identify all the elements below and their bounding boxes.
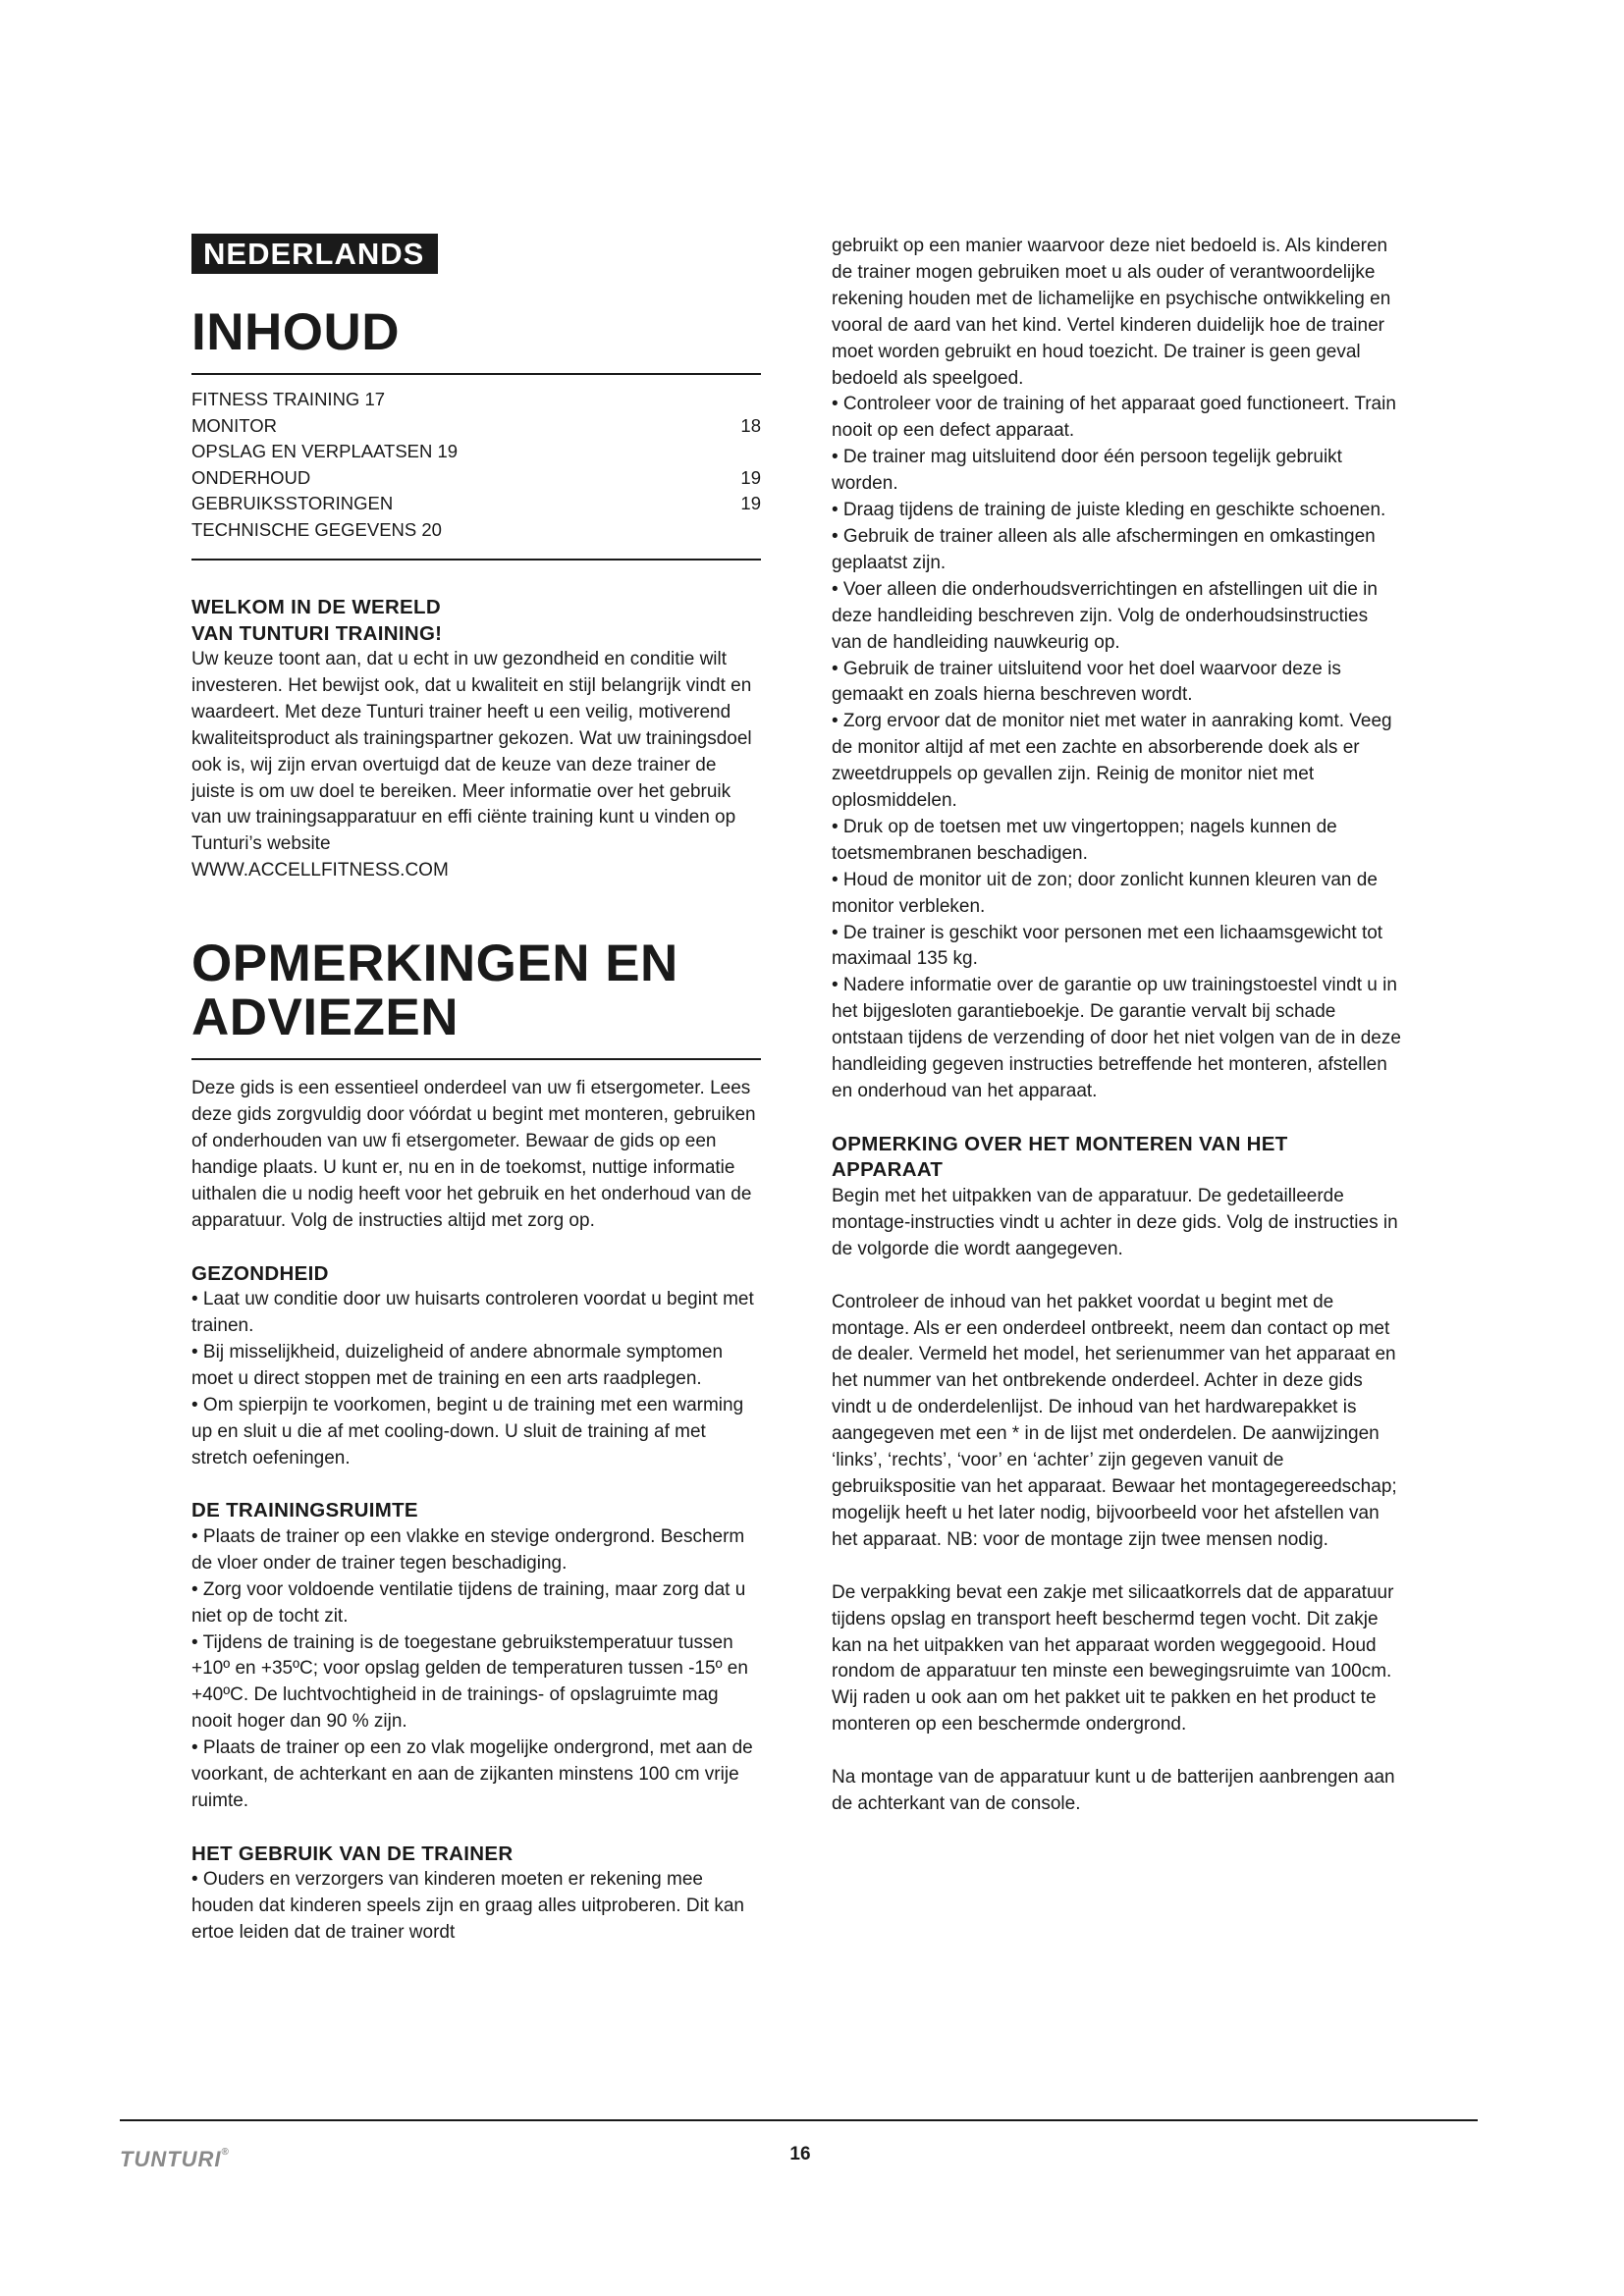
left-column xyxy=(191,234,761,1947)
advice-title-line2: ADVIEZEN xyxy=(191,988,459,1047)
tunturi-logo: TUNTURI® xyxy=(120,2147,230,2171)
assembly-paragraph: De verpakking bevat een zakje met silicaatkorrels dat de apparatuur tijdens opslag en transport heeft beschermd tegen vocht. Dit zakje kan na het uitpakken van het apparaat worden weggegooid. Houd rondom de apparatuur ten minste een bewegingsruimte van 100cm. Wij raden u ook aan om het pakket uit te pakken en het product te monteren op een beschermde ondergrond. xyxy=(832,1581,1394,1735)
assembly-section xyxy=(832,1132,1401,1818)
health-heading: GEZONDHEID xyxy=(191,1261,329,1285)
list-item: • Plaats de trainer op een zo vlak mogelijke ondergrond, met aan de voorkant, de achterkant en aan de zijkanten minstens 100 cm vrije ruimte. xyxy=(191,1737,753,1811)
toc-title: INHOUD xyxy=(191,305,761,375)
trainer-use-heading: HET GEBRUIK VAN DE TRAINER xyxy=(191,1842,514,1865)
page-number: 16 xyxy=(789,2144,811,2164)
list-item: • Houd de monitor uit de zon; door zonlicht kunnen kleuren van de monitor verbleken. xyxy=(832,869,1378,917)
website-url: WWW.ACCELLFITNESS.COM xyxy=(191,860,449,881)
advice-intro: Deze gids is een essentieel onderdeel van uw fi etsergometer. Lees deze gids zorgvuldig door vóórdat u begint met monteren, gebruiken of onderhouden van uw fi etsergometer. Bewaar de gids op een handige plaats. U kunt er, nu en in de toekomst, nuttige informatie uithalen die u nodig heeft voor het gebruik en het onderhoud van de apparatuur. Volg de instructies altijd met zorg op. xyxy=(191,1078,756,1231)
list-item: • Draag tijdens de training de juiste kleding en geschikte schoenen. xyxy=(832,500,1386,521)
trainer-use-continued: gebruikt op een manier waarvoor deze niet bedoeld is. Als kinderen de trainer mogen gebruiken moet u als ouder of verantwoordelijke rekening houden met de lichamelijke en psychische ontwikkeling en vooral de aard van het kind. Vertel kinderen duidelijk hoe de trainer moet worden gebruikt en houd toezicht. De trainer is geen geval bedoeld als speelgoed. xyxy=(832,236,1391,389)
list-item: • Gebruik de trainer uitsluitend voor het doel waarvoor deze is gemaakt en zoals hierna beschreven wordt. xyxy=(832,658,1341,706)
trainer-use-section xyxy=(191,1842,761,1947)
welcome-heading-line1: WELKOM IN DE WERELD xyxy=(191,596,441,618)
list-item: • Zorg ervoor dat de monitor niet met water in aanraking komt. Veeg de monitor altijd af met een zachte en absorberende doek als er zweetdruppels op gevallen zijn. Reinig de monitor niet met oplosmiddelen. xyxy=(832,711,1392,812)
list-item: • Voer alleen die onderhoudsverrichtingen en afstellingen uit die in deze handleiding beschreven zijn. Volg de onderhoudsinstructies van de handleiding nauwkeurig op. xyxy=(832,578,1378,653)
right-column xyxy=(832,234,1401,1818)
toc-entry: MONITOR 18 xyxy=(191,414,761,436)
toc-entry: ONDERHOUD 19 xyxy=(191,466,761,488)
list-item: • Tijdens de training is de toegestane gebruikstemperatuur tussen +10º en +35ºC; voor opslag gelden de temperaturen tussen -15º en +40ºC. De luchtvochtigheid in de trainings- of opslagruimte mag nooit hoger dan 90 % zijn. xyxy=(191,1631,748,1733)
welcome-heading-line2: VAN TUNTURI TRAINING! xyxy=(191,621,443,645)
footer-divider xyxy=(120,2119,1478,2121)
assembly-heading-line1: OPMERKING OVER HET MONTEREN VAN HET xyxy=(832,1132,1288,1155)
advice-title-line1: OPMERKINGEN EN xyxy=(191,934,678,993)
list-item: • Bij misselijkheid, duizeligheid of andere abnormale symptomen moet u direct stoppen met de training en een arts raadplegen. xyxy=(191,1341,724,1389)
welcome-section xyxy=(191,595,761,884)
list-item: • Plaats de trainer op een vlakke en stevige ondergrond. Bescherm de vloer onder de trainer tegen beschadiging. xyxy=(191,1525,745,1574)
training-room-section xyxy=(191,1498,761,1814)
assembly-heading-line2: APPARAAT xyxy=(832,1158,944,1182)
training-room-heading: DE TRAININGSRUIMTE xyxy=(191,1499,418,1522)
list-item: • Zorg voor voldoende ventilatie tijdens de training, maar zorg dat u niet op de tocht zit. xyxy=(191,1578,746,1627)
welcome-body: Uw keuze toont aan, dat u echt in uw gezondheid en conditie wilt investeren. Het bewijst ook, dat u kwaliteit en stijl belangrijk vindt en waardeert. Met deze Tunturi trainer heeft u een veilig, motiverend kwaliteitsproduct als trainingspartner gekozen. Wat uw trainingsdoel ook is, wij zijn ervan overtuigd dat de keuze van deze trainer de juiste is om uw doel te bereiken. Meer informatie over het gebruik van uw trainingsapparatuur en effi ciënte training kunt u vinden op Tunturi’s website xyxy=(191,649,752,855)
list-item: • Nadere informatie over de garantie op uw trainingstoestel vindt u in het bijgesloten garantieboekje. De garantie vervalt bij schade ontstaan tijdens de verzending of door het niet volgen van de in deze handleiding gegeven instructies betreffende het monteren, afstellen en onderhoud van het apparaat. xyxy=(832,975,1401,1101)
assembly-paragraph: Controleer de inhoud van het pakket voordat u begint met de montage. Als er een onderdeel ontbreekt, neem dan contact op met de dealer. Vermeld het model, het serienummer van het apparaat en het nummer van het ontbrekende onderdeel. Achter in deze gids vindt u de onderdelenlijst. De inhoud van het hardwarepakket is aangegeven met een * in de lijst met onderdelen. De aanwijzingen ‘links’, ‘rechts’, ‘voor’ en ‘achter’ zijn gegeven vanuit de gebruikspositie van het apparaat. Bewaar het montagegereedschap; mogelijk heeft u het later nodig, bijvoorbeeld voor het afstellen van het apparaat. NB: voor de montage zijn twee mensen nodig. xyxy=(832,1291,1397,1550)
list-item: • Gebruik de trainer alleen als alle afschermingen en omkastingen geplaatst zijn. xyxy=(832,525,1376,573)
list-item: • Laat uw conditie door uw huisarts controleren voordat u begint met trainen. xyxy=(191,1289,754,1336)
toc-entry: TECHNISCHE GEGEVENS 20 xyxy=(191,518,442,540)
toc-entry: GEBRUIKSSTORINGEN 19 xyxy=(191,493,761,513)
list-item: • Druk op de toetsen met uw vingertoppen; nagels kunnen de toetsmembranen beschadigen. xyxy=(832,816,1337,864)
table-of-contents xyxy=(191,375,761,561)
toc-entry: OPSLAG EN VERPLAATSEN 19 xyxy=(191,441,459,461)
list-item: • De trainer is geschikt voor personen met een lichaamsgewicht tot maximaal 135 kg. xyxy=(832,922,1383,970)
health-section xyxy=(191,1261,761,1472)
list-item: • Controleer voor de training of het apparaat goed functioneert. Train nooit op een defect apparaat. xyxy=(832,394,1396,442)
list-item: • Ouders en verzorgers van kinderen moeten er rekening mee houden dat kinderen speels zijn en graag alles uitproberen. Dit kan ertoe leiden dat de trainer wordt xyxy=(191,1869,744,1944)
list-item: • De trainer mag uitsluitend door één persoon tegelijk gebruikt worden. xyxy=(832,447,1342,495)
language-label: NEDERLANDS xyxy=(191,234,438,274)
toc-entry: FITNESS TRAINING 17 xyxy=(191,389,386,409)
advice-title xyxy=(191,936,761,1060)
list-item: • Om spierpijn te voorkomen, begint u de training met een warming up en sluit u die af met cooling-down. U sluit de training af met stretch oefeningen. xyxy=(191,1394,744,1468)
assembly-paragraph: Na montage van de apparatuur kunt u de batterijen aanbrengen aan de achterkant van de console. xyxy=(832,1767,1395,1815)
assembly-paragraph: Begin met het uitpakken van de apparatuur. De gedetailleerde montage-instructies vindt u achter in deze gids. Volg de instructies in de volgorde die wordt aangegeven. xyxy=(832,1185,1398,1259)
